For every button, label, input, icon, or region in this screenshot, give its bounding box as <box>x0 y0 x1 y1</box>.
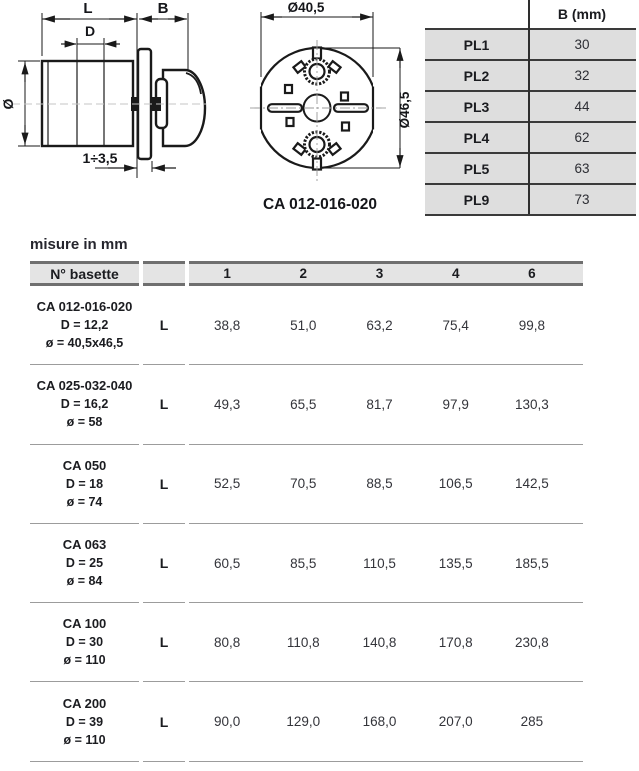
dim-label-diameter: Ø <box>0 98 16 110</box>
value-cell: 81,7 <box>366 396 393 412</box>
value-cell: 80,8 <box>213 634 241 650</box>
value-cell: 135,5 <box>438 555 473 571</box>
dim-label-width: Ø40,5 <box>287 0 325 15</box>
model-diameter: ø = 40,5x46,5 <box>45 336 124 351</box>
value-cell: 88,5 <box>366 476 393 492</box>
model-diameter: ø = 110 <box>63 653 106 668</box>
value-cell: 110,5 <box>363 555 396 571</box>
table-row <box>425 121 636 152</box>
model-d: D = 39 <box>65 714 104 729</box>
pl-value: 62 <box>574 130 590 145</box>
value-cell: 85,5 <box>290 555 317 571</box>
table-row <box>30 682 583 761</box>
pl-value: 32 <box>574 68 590 83</box>
model-d: D = 18 <box>65 476 104 491</box>
value-cell: 99,8 <box>518 317 546 333</box>
column-gap <box>139 261 143 762</box>
b-table-header: B (mm) <box>557 6 607 22</box>
value-cell: 142,5 <box>514 476 549 492</box>
pl-label: PL2 <box>463 67 490 84</box>
unit-note: misure in mm <box>30 236 128 253</box>
value-cell: 230,8 <box>514 634 549 650</box>
b-table-divider <box>528 0 530 214</box>
pl-value: 30 <box>574 37 590 52</box>
col-header-4: 4 <box>451 266 460 281</box>
model-cell <box>30 615 139 669</box>
l-cell: L <box>159 475 169 492</box>
col-header-6: 6 <box>528 266 536 281</box>
model-cell <box>30 536 139 590</box>
table-row <box>30 445 583 524</box>
front-view-caption: CA 012-016-020 <box>262 196 378 213</box>
pl-label: PL1 <box>463 36 490 53</box>
value-cell: 140,8 <box>362 634 397 650</box>
value-cell: 52,5 <box>213 476 241 492</box>
model-name: CA 050 <box>62 457 107 473</box>
l-cell: L <box>159 634 169 651</box>
value-cell: 51,0 <box>290 317 317 333</box>
value-cell: 170,8 <box>438 634 473 650</box>
b-table-header-row <box>425 0 636 28</box>
value-cell: 65,5 <box>290 396 317 412</box>
table-row <box>425 183 636 214</box>
pl-label: PL3 <box>463 98 490 115</box>
l-cell: L <box>159 396 169 413</box>
model-name: CA 100 <box>62 616 107 632</box>
value-cell: 97,9 <box>442 396 469 412</box>
dim-label-panel-thickness: 1÷3,5 <box>82 150 118 166</box>
model-diameter: ø = 110 <box>63 732 106 747</box>
model-name: CA 200 <box>62 695 107 711</box>
value-cell: 49,3 <box>213 396 241 412</box>
value-cell: 70,5 <box>290 476 317 492</box>
pl-label: PL9 <box>463 191 490 208</box>
col-header-basette: N° basette <box>50 265 119 282</box>
table-row <box>30 524 583 603</box>
value-cell: 60,5 <box>213 555 241 571</box>
model-name: CA 025-032-040 <box>36 378 133 394</box>
col-header-3: 3 <box>375 266 384 281</box>
model-name: CA 063 <box>62 537 107 553</box>
table-row <box>425 152 636 183</box>
value-cell: 38,8 <box>213 317 241 333</box>
model-diameter: ø = 74 <box>66 494 103 509</box>
dim-label-D: D <box>84 23 96 39</box>
front-view-drawing <box>228 0 440 222</box>
model-d: D = 12,2 <box>60 318 109 333</box>
dim-label-height: Ø46,5 <box>397 91 412 129</box>
table-header-row <box>30 261 583 286</box>
table-row <box>30 603 583 682</box>
model-cell <box>30 377 139 431</box>
col-header-2: 2 <box>299 266 308 281</box>
pl-value: 44 <box>574 99 590 114</box>
model-d: D = 16,2 <box>60 397 109 412</box>
table-row <box>30 365 583 444</box>
value-cell: 75,4 <box>442 317 469 333</box>
model-diameter: ø = 58 <box>66 415 103 430</box>
model-name: CA 012-016-020 <box>36 299 133 315</box>
l-cell: L <box>159 317 169 334</box>
table-row <box>30 286 583 365</box>
model-cell <box>30 457 139 511</box>
dim-label-L: L <box>83 0 93 17</box>
pl-label: PL5 <box>463 160 490 177</box>
b-dimension-table <box>425 0 636 216</box>
model-diameter: ø = 84 <box>66 574 103 589</box>
model-cell <box>30 695 139 749</box>
dimensions-table <box>30 261 583 762</box>
l-cell: L <box>159 555 169 572</box>
value-cell: 168,0 <box>362 714 397 730</box>
table-row <box>425 59 636 90</box>
value-cell: 129,0 <box>286 714 321 730</box>
value-cell: 63,2 <box>366 317 393 333</box>
model-d: D = 30 <box>65 635 104 650</box>
model-d: D = 25 <box>65 556 104 571</box>
table-row <box>425 28 636 59</box>
value-cell: 110,8 <box>286 634 320 650</box>
dim-label-B: B <box>157 0 169 17</box>
value-cell: 207,0 <box>438 714 473 730</box>
value-cell: 90,0 <box>213 714 241 730</box>
model-cell <box>30 298 139 352</box>
column-gap <box>185 261 189 762</box>
value-cell: 130,3 <box>514 396 549 412</box>
value-cell: 285 <box>520 714 544 730</box>
side-view-drawing <box>0 0 215 215</box>
pl-label: PL4 <box>463 129 490 146</box>
col-header-1: 1 <box>223 266 231 281</box>
pl-value: 73 <box>574 192 590 207</box>
value-cell: 106,5 <box>438 476 473 492</box>
table-row <box>425 90 636 121</box>
pl-value: 63 <box>574 161 590 176</box>
value-cell: 185,5 <box>514 555 549 571</box>
l-cell: L <box>159 713 169 730</box>
